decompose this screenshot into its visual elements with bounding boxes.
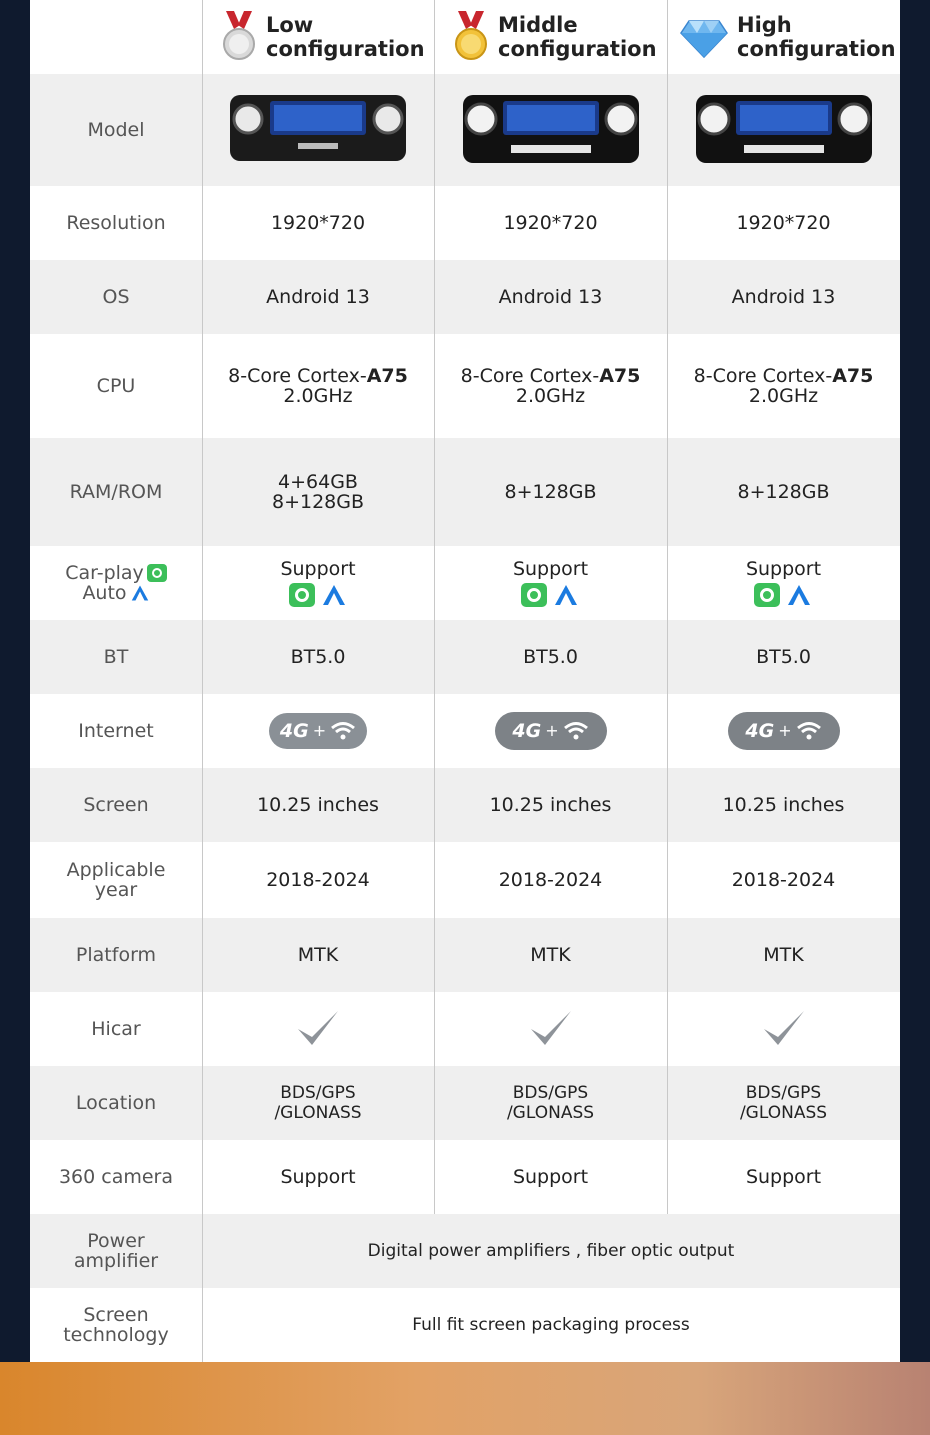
row-model <box>30 74 900 186</box>
android-auto-icon <box>130 584 150 602</box>
label-screen: Screen <box>83 794 149 816</box>
row-carplay <box>30 546 900 620</box>
label-cpu: CPU <box>96 375 136 397</box>
hicar-low <box>202 992 434 1066</box>
row-bt <box>30 620 900 694</box>
4g-label: 4G <box>279 720 309 742</box>
head-unit-image <box>228 85 408 175</box>
platform-mid: MTK <box>530 944 571 966</box>
silver-medal-icon <box>220 11 258 63</box>
bt-mid: BT5.0 <box>523 646 578 668</box>
4g-label: 4G <box>745 720 775 742</box>
os-low: Android 13 <box>266 286 370 308</box>
resolution-mid: 1920*720 <box>503 212 598 234</box>
carplay-icon <box>289 583 315 607</box>
carplay-high <box>667 546 900 620</box>
row-year <box>30 842 900 918</box>
hicar-high <box>667 992 900 1066</box>
screen-tech-value: Full fit screen packaging process <box>412 1315 690 1335</box>
label-year: Applicable year <box>66 859 166 901</box>
label-camera: 360 camera <box>58 1166 174 1188</box>
checkmark-icon <box>296 1009 340 1049</box>
cpu-prefix: 8-Core Cortex- <box>693 365 833 387</box>
label-platform: Platform <box>75 944 157 966</box>
screen-high: 10.25 inches <box>722 794 845 816</box>
high-config-title: High configuration <box>737 13 896 61</box>
label-ram: RAM/ROM <box>69 481 163 503</box>
4g-label: 4G <box>512 720 542 742</box>
cpu-prefix: 8-Core Cortex- <box>460 365 600 387</box>
header-high <box>667 0 900 74</box>
plus-sign: + <box>312 721 327 740</box>
ram-low: 4+64GB 8+128GB <box>271 471 365 513</box>
camera-mid: Support <box>512 1166 589 1188</box>
cpu-low <box>202 334 434 438</box>
row-camera <box>30 1140 900 1214</box>
label-resolution: Resolution <box>66 212 166 234</box>
row-cpu <box>30 334 900 438</box>
row-internet <box>30 694 900 768</box>
header-low <box>202 0 434 74</box>
hicar-mid <box>434 992 667 1066</box>
row-os <box>30 260 900 334</box>
ram-high: 8+128GB <box>737 481 830 503</box>
android-auto-icon <box>321 583 347 607</box>
screen-mid: 10.25 inches <box>489 794 612 816</box>
year-low: 2018-2024 <box>266 869 370 891</box>
cpu-prefix: 8-Core Cortex- <box>228 365 367 387</box>
carplay-icon <box>147 564 167 582</box>
wifi-icon <box>330 721 356 741</box>
model-low-image <box>202 74 434 186</box>
cpu-freq: 2.0GHz <box>748 385 819 407</box>
platform-low: MTK <box>297 944 339 966</box>
internet-high <box>667 694 900 768</box>
checkmark-icon <box>762 1009 806 1049</box>
carplay-support-text: Support <box>280 558 356 580</box>
cpu-freq: 2.0GHz <box>283 385 353 407</box>
row-screen-tech <box>30 1288 900 1362</box>
internet-low <box>202 694 434 768</box>
bottom-gradient-band <box>0 1362 930 1435</box>
label-model: Model <box>87 119 145 141</box>
camera-low: Support <box>280 1166 356 1188</box>
camera-high: Support <box>745 1166 822 1188</box>
header-middle <box>434 0 667 74</box>
auto-label-text: Auto <box>82 582 127 604</box>
column-divider <box>667 0 668 1214</box>
header-empty <box>30 0 202 74</box>
carplay-support-text: Support <box>512 558 589 580</box>
ram-mid: 8+128GB <box>504 481 597 503</box>
checkmark-icon <box>529 1009 573 1049</box>
cpu-mid <box>434 334 667 438</box>
wifi-icon <box>563 721 589 741</box>
wifi-icon <box>796 721 822 741</box>
model-mid-image <box>434 74 667 186</box>
cpu-model: A75 <box>599 365 641 387</box>
carplay-mid <box>434 546 667 620</box>
android-auto-icon <box>553 583 579 607</box>
column-divider <box>434 0 435 1214</box>
gold-medal-icon <box>452 11 490 63</box>
bt-high: BT5.0 <box>756 646 811 668</box>
low-config-title: Low configuration <box>266 13 425 61</box>
carplay-support-text: Support <box>745 558 822 580</box>
android-auto-icon <box>786 583 812 607</box>
row-amplifier <box>30 1214 900 1288</box>
model-high-image <box>667 74 900 186</box>
cpu-model: A75 <box>832 365 874 387</box>
year-high: 2018-2024 <box>731 869 836 891</box>
internet-mid <box>434 694 667 768</box>
label-amplifier: Power amplifier <box>73 1230 159 1272</box>
year-mid: 2018-2024 <box>498 869 603 891</box>
column-divider <box>202 0 203 1362</box>
bt-low: BT5.0 <box>290 646 346 668</box>
carplay-low <box>202 546 434 620</box>
location-high: BDS/GPS /GLONASS <box>739 1083 828 1123</box>
carplay-icon <box>521 583 547 607</box>
head-unit-image <box>694 85 874 175</box>
os-mid: Android 13 <box>498 286 603 308</box>
row-platform <box>30 918 900 992</box>
plus-sign: + <box>545 721 559 740</box>
label-hicar: Hicar <box>91 1018 141 1040</box>
middle-config-title: Middle configuration <box>498 13 657 61</box>
cpu-high <box>667 334 900 438</box>
resolution-high: 1920*720 <box>736 212 831 234</box>
resolution-low: 1920*720 <box>270 212 366 234</box>
amplifier-value: Digital power amplifiers , fiber optic output <box>367 1241 735 1261</box>
cpu-model: A75 <box>366 365 408 387</box>
label-os: OS <box>102 286 130 308</box>
location-mid: BDS/GPS /GLONASS <box>506 1083 595 1123</box>
row-screen <box>30 768 900 842</box>
row-ram <box>30 438 900 546</box>
plus-sign: + <box>778 721 792 740</box>
cpu-freq: 2.0GHz <box>515 385 586 407</box>
header-row <box>30 0 900 74</box>
label-screen-tech: Screen technology <box>63 1304 169 1346</box>
label-internet: Internet <box>78 720 154 742</box>
comparison-table <box>30 0 900 1362</box>
screen-low: 10.25 inches <box>257 794 379 816</box>
label-bt: BT <box>103 646 129 668</box>
platform-high: MTK <box>763 944 804 966</box>
location-low: BDS/GPS /GLONASS <box>274 1083 362 1123</box>
head-unit-image <box>461 85 641 175</box>
4g-wifi-badge <box>495 712 607 750</box>
row-resolution <box>30 186 900 260</box>
4g-wifi-badge <box>269 713 367 749</box>
os-high: Android 13 <box>731 286 836 308</box>
label-carplay <box>30 546 202 620</box>
row-hicar <box>30 992 900 1066</box>
diamond-icon <box>679 15 729 59</box>
carplay-icon <box>754 583 780 607</box>
carplay-label-text: Car-play <box>65 562 144 584</box>
label-location: Location <box>75 1092 157 1114</box>
4g-wifi-badge <box>728 712 840 750</box>
row-location <box>30 1066 900 1140</box>
